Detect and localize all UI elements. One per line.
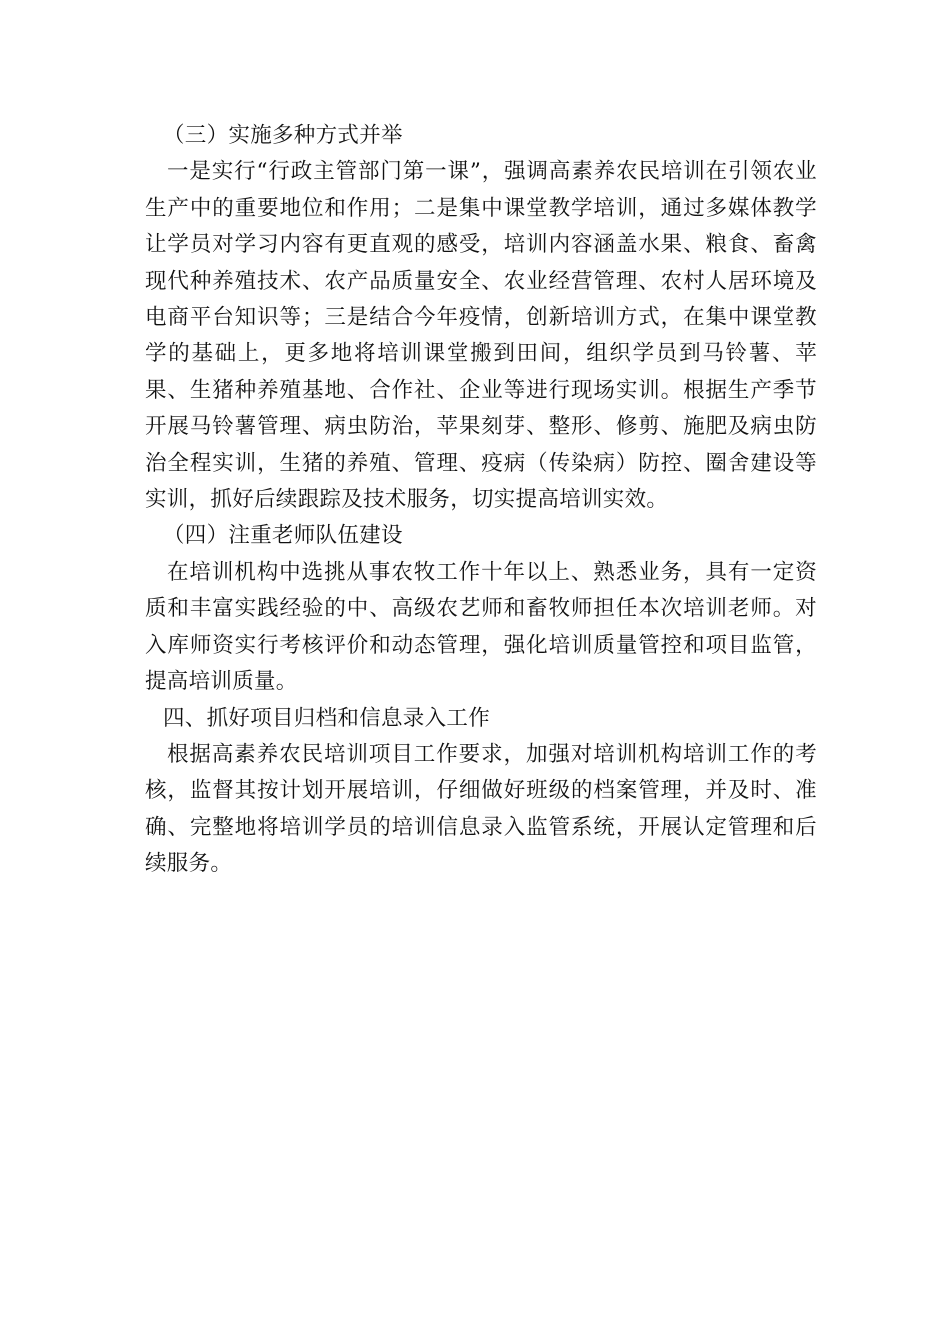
section-paragraph-3: 一是实行“行政主管部门第一课”，强调高素养农民培训在引领农业生产中的重要地位和作用；二是集中课堂教学培训，通过多媒体教学让学员对学习内容有更直观的感受，培训内容涵盖水果、粮食、畜禽现代种养殖技术、农产品质量安全、农业经营管理、农村人居环境及电商平台知识等；三是结合今年疫情，创新培训方式，在集中课堂教学的基础上，更多地将培训课堂搬到田间，组织学员到马铃薯、苹果、生猪种养殖基地、合作社、企业等进行现场实训。根据生产季节开展马铃薯管理、病虫防治，苹果刻芽、整形、修剪、施肥及病虫防治全程实训，生猪的养殖、管理、疫病（传染病）防控、圈舍建设等实训，抓好后续跟踪及技术服务，切实提高培训实效。 xyxy=(145,159,817,513)
section-heading-archive: 四、抓好项目归档和信息录入工作 xyxy=(163,705,491,731)
section-paragraph-4: 在培训机构中选挑从事农牧工作十年以上、熟悉业务，具有一定资质和丰富实践经验的中、高级农艺师和畜牧师担任本次培训老师。对入库师资实行考核评价和动态管理，强化培训质量管控和项目监管，提高培训质量。 xyxy=(145,559,817,695)
section-heading-4: （四）注重老师队伍建设 xyxy=(163,523,403,549)
section-paragraph-archive: 根据高素养农民培训项目工作要求，加强对培训机构培训工作的考核，监督其按计划开展培训，仔细做好班级的档案管理，并及时、准确、完整地将培训学员的培训信息录入监管系统，开展认定管理和后续服务。 xyxy=(145,741,817,877)
section-heading-3: （三）实施多种方式并举 xyxy=(163,123,403,148)
document-page xyxy=(145,118,817,883)
